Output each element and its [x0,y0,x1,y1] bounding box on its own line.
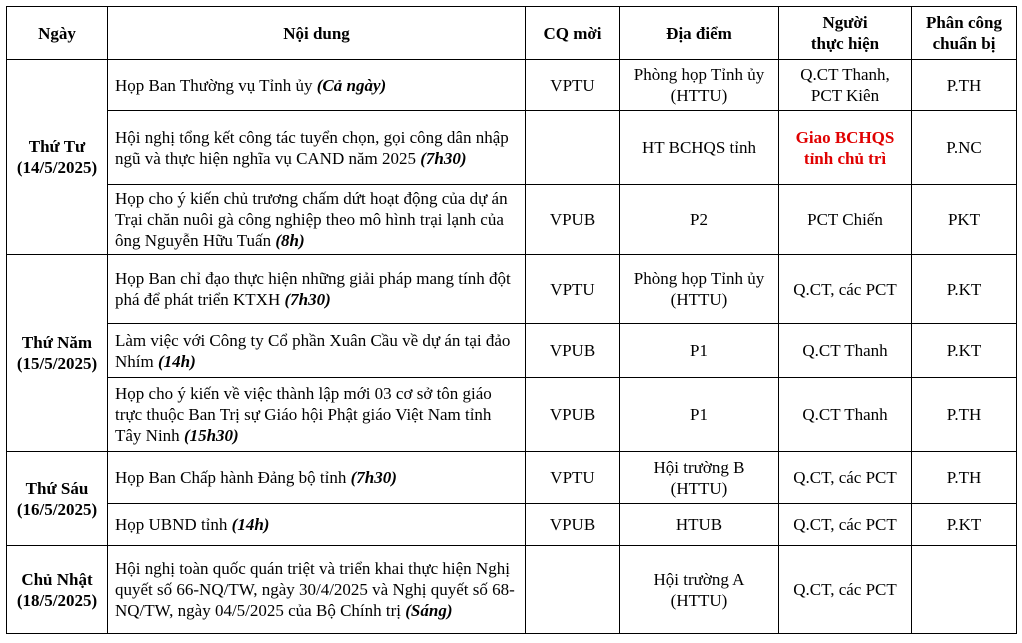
header-row [7,7,1017,60]
location-cell: Phòng họp Tỉnh ủy (HTTU) [620,255,779,324]
agency-cell [526,546,620,634]
content-time: (14h) [231,515,270,534]
prep-cell: P.NC [912,111,1017,185]
agency-cell: VPTU [526,452,620,504]
content-time: (Cả ngày) [316,75,387,95]
prep-cell: P.KT [912,324,1017,378]
table-row [7,60,1017,111]
content-cell [108,60,526,111]
prep-cell [912,546,1017,634]
prep-cell: P.KT [912,504,1017,546]
location-cell: Hội trường A (HTTU) [620,546,779,634]
prep-cell: P.TH [912,60,1017,111]
day-name: Chủ Nhật [21,569,93,589]
agency-cell: VPTU [526,255,620,324]
content-time: (8h) [275,231,305,250]
content-text: Hội nghị toàn quốc quán triệt và triển khai thực hiện Nghị quyết số 66-NQ/TW, ngày 30/4/2025 và Nghị quyết số 68-NQ/TW, ngày 04/5/2025 của Bộ Chính trị [115,559,515,620]
header-inviting-agency: CQ mời [526,7,620,60]
day-cell [7,452,108,546]
prep-cell: P.TH [912,452,1017,504]
day-name: Thứ Năm [21,333,93,352]
content-cell [108,111,526,185]
location-cell: P1 [620,378,779,452]
table-row [7,324,1017,378]
performer-cell: Q.CT, các PCT [779,255,912,324]
agency-cell: VPUB [526,185,620,255]
performer-cell: Q.CT Thanh [779,324,912,378]
agency-cell: VPTU [526,60,620,111]
location-cell: HTUB [620,504,779,546]
content-cell [108,255,526,324]
header-assignment [912,7,1017,60]
table-row [7,378,1017,452]
content-text: Họp Ban chỉ đạo thực hiện những giải pháp mang tính đột phá để phát triển KTXH [115,269,511,309]
header-location: Địa điểm [620,7,779,60]
header-content: Nội dung [108,7,526,60]
content-text: Họp Ban Chấp hành Đảng bộ tỉnh [115,468,351,487]
header-performer [779,7,912,60]
content-time: (14h) [157,351,196,371]
day-date: (14/5/2025) [16,158,98,177]
content-text: Họp Ban Thường vụ Tỉnh ủy [115,75,317,95]
performer-cell: Q.CT, các PCT [779,546,912,634]
location-cell: P1 [620,324,779,378]
day-date: (18/5/2025) [16,590,98,610]
header-assignment-line2: chuẩn bị [932,34,996,53]
performer-cell: PCT Chiến [779,185,912,255]
header-performer-line2: thực hiện [810,34,880,53]
content-time: (7h30) [350,468,397,487]
content-cell [108,546,526,634]
header-day: Ngày [7,7,108,60]
content-text: Họp cho ý kiến chủ trương chấm dứt hoạt động của dự án Trại chăn nuôi gà công nghiệp theo mô hình trại lạnh của ông Nguyễn Hữu Tuấn [115,189,508,250]
performer-cell: Q.CT, các PCT [779,504,912,546]
performer-cell: Q.CT Thanh [779,378,912,452]
content-cell [108,452,526,504]
day-date: (15/5/2025) [16,354,98,373]
day-cell [7,60,108,255]
table-row [7,546,1017,634]
prep-cell: P.TH [912,378,1017,452]
day-cell [7,546,108,634]
location-cell: HT BCHQS tỉnh [620,111,779,185]
performer-cell: Q.CT, các PCT [779,452,912,504]
day-name: Thứ Tư [28,137,86,156]
content-time: (Sáng) [405,601,453,620]
table-row [7,185,1017,255]
content-text: Họp UBND tỉnh [115,515,232,534]
content-time: (7h30) [284,290,331,309]
content-cell [108,504,526,546]
content-text: Hội nghị tổng kết công tác tuyển chọn, gọi công dân nhập ngũ và thực hiện nghĩa vụ CAND năm 2025 [115,127,509,168]
content-text: Làm việc với Công ty Cổ phần Xuân Cầu về dự án tại đảo Nhím [115,330,511,371]
header-performer-line1: Người [822,13,868,32]
agency-cell: VPUB [526,504,620,546]
content-cell [108,185,526,255]
day-name: Thứ Sáu [25,478,89,498]
table-row [7,452,1017,504]
table-row [7,255,1017,324]
performer-cell: Giao BCHQS tỉnh chủ trì [779,111,912,185]
content-text: Họp cho ý kiến về việc thành lập mới 03 cơ sở tôn giáo trực thuộc Ban Trị sự Giáo hội Phật giáo Việt Nam tỉnh Tây Ninh [115,384,492,445]
day-cell [7,255,108,452]
agency-cell: VPUB [526,324,620,378]
location-cell: P2 [620,185,779,255]
table-row [7,111,1017,185]
header-assignment-line1: Phân công [925,13,1003,32]
location-cell: Hội trường B (HTTU) [620,452,779,504]
agency-cell [526,111,620,185]
day-date: (16/5/2025) [16,499,98,519]
content-cell [108,324,526,378]
prep-cell: PKT [912,185,1017,255]
table-row [7,504,1017,546]
content-cell [108,378,526,452]
prep-cell: P.KT [912,255,1017,324]
performer-cell: Q.CT Thanh, PCT Kiên [779,60,912,111]
content-time: (7h30) [420,148,467,168]
agency-cell: VPUB [526,378,620,452]
content-time: (15h30) [183,426,239,445]
location-cell: Phòng họp Tỉnh ủy (HTTU) [620,60,779,111]
schedule-table [6,6,1017,634]
